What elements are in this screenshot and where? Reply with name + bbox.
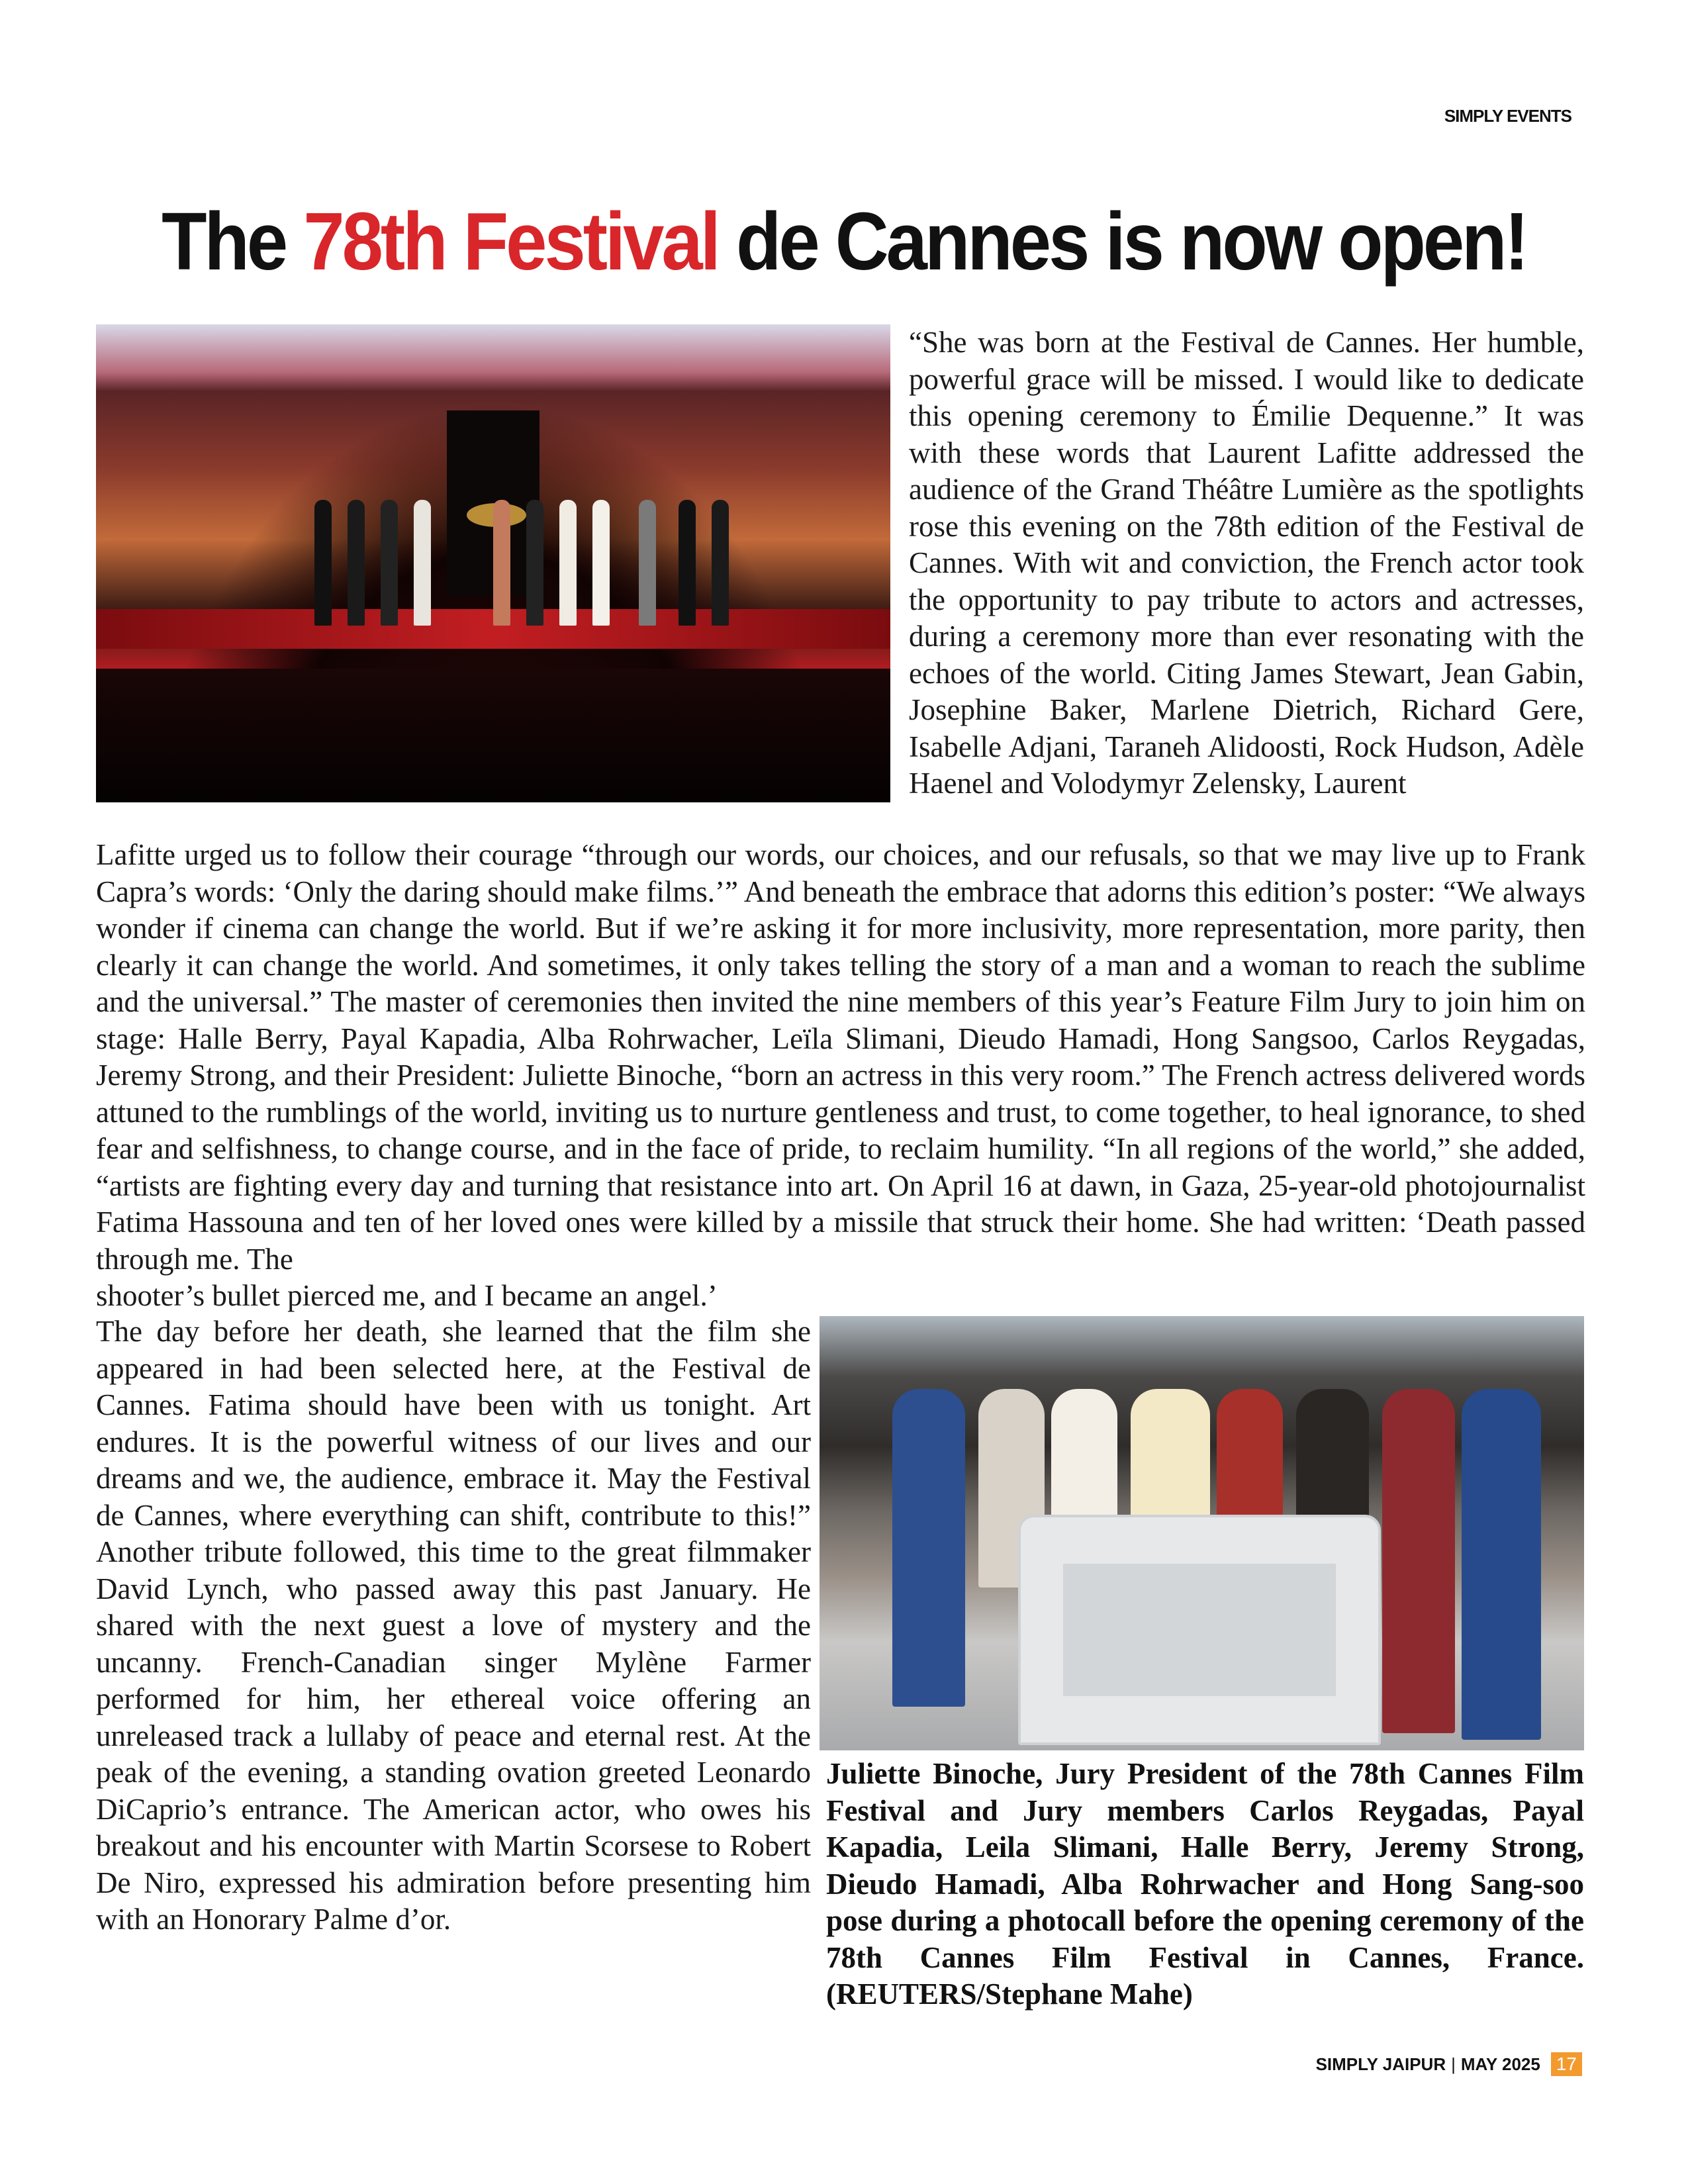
jury-member	[1462, 1389, 1541, 1740]
jury-member	[892, 1389, 965, 1707]
jury-figure	[712, 500, 729, 626]
opening-ceremony-photo	[96, 324, 890, 802]
article-paragraph: “She was born at the Festival de Cannes. Her humble, powerful grace will be missed. I would like to dedicate this opening ceremony to Émilie Dequenne.” It was with these words that Laurent Lafitte addressed the audience of the Grand Théâtre Lumière as the spotlights rose this evening on the 78th edition of the Festival de Cannes. With wit and conviction, the French actor took the opportunity to pay tribute to actors and actresses, during a ceremony more than ever resonating with the echoes of the world. Citing James Stewart, Jean Gabin, Josephine Baker, Marlene Dietrich, Richard Gere, Isabelle Adjani, Taraneh Alidoosti, Rock Hudson, Adèle Haenel and Volodymyr Zelensky, Laurent	[909, 326, 1584, 800]
section-label: SIMPLY EVENTS	[1444, 106, 1571, 126]
article-column-left	[96, 1313, 811, 1938]
article-full-width	[96, 837, 1585, 1315]
page-number: 17	[1551, 2052, 1582, 2076]
headline	[0, 195, 1688, 289]
jury-figure	[493, 500, 510, 626]
jury-figure	[559, 500, 577, 626]
audience	[96, 669, 890, 802]
jury-figure	[639, 500, 656, 626]
article-paragraph-tail: shooter’s bullet pierced me, and I became an angel.’	[96, 1279, 718, 1312]
jury-member	[1382, 1389, 1455, 1733]
photo-caption: Juliette Binoche, Jury President of the 78th Cannes Film Festival and Jury members Carlos Reygadas, Payal Kapadia, Leila Slimani, Halle Berry, Jeremy Strong, Dieudo Hamadi, Alba Rohrwacher and Hong Sang-soo pose during a photocall before the opening ceremony of the 78th Cannes Film Festival in Cannes, France.(REUTERS/Stephane Mahe)	[826, 1757, 1584, 2011]
page-footer	[1316, 2052, 1582, 2076]
article-column-right	[909, 324, 1584, 802]
jury-figure	[314, 500, 332, 626]
jury-figure	[348, 500, 365, 626]
article-paragraph: Lafitte urged us to follow their courage “through our words, our choices, and our refusals, so that we may live up to Frank Capra’s words: ‘Only the daring should make films.’” And beneath the embrace that adorns this edition’s poster: “We always wonder if cinema can change the world. But if we’re asking it for more inclusivity, more representation, more parity, then clearly it can change the world. And sometimes, it only takes telling the story of a man and a woman to reach the sublime and the universal.” The master of ceremonies then invited the nine members of this year’s Feature Film Jury to join him on stage: Halle Berry, Payal Kapadia, Alba Rohrwacher, Leïla Slimani, Dieudo Hamadi, Hong Sangsoo, Carlos Reygadas, Jeremy Strong, and their President: Juliette Binoche, “born an actress in this very room.” The French actress delivered words attuned to the rumblings of the world, inviting us to nurture gentleness and trust, to come together, to heal ignorance, to shed fear and selfishness, to change course, and in the face of pride, to reclaim humility. “In all regions of the world,” she added, “artists are fighting every day and turning that resistance into art. On April 16 at dawn, in Gaza, 25-year-old photojournalist Fatima Hassouna and ten of her loved ones were killed by a missile that struck their home. She had written: ‘Death passed through me. The	[96, 838, 1585, 1276]
jury-figure	[414, 500, 431, 626]
palme-leaf-icon	[1063, 1564, 1336, 1696]
issue-date: MAY 2025	[1460, 2054, 1540, 2074]
headline-accent: 78th Festival	[303, 195, 718, 287]
jury-figure	[526, 500, 543, 626]
jury-photocall-photo	[820, 1316, 1584, 1750]
palme-podium	[1018, 1515, 1381, 1745]
headline-part1: The	[162, 195, 304, 287]
headline-part2: de Cannes is now open!	[718, 195, 1526, 287]
article-paragraph: The day before her death, she learned that the film she appeared in had been selected here, at the Festival de Cannes. Fatima should have been with us tonight. Art endures. It is the powerful witness of our lives and our dreams and we, the audience, embrace it. May the Festival de Cannes, where everything can shift, contribute to this!” Another tribute followed, this time to the great filmmaker David Lynch, who passed away this past January. He shared with the next guest a love of mystery and the uncanny. French-Canadian singer Mylène Farmer performed for him, her ethereal voice offering an unreleased track a lullaby of peace and eternal rest. At the peak of the evening, a standing ovation greeted Leonardo DiCaprio’s entrance. The American actor, who owes his breakout and his encounter with Martin Scorsese to Robert De Niro, expressed his admiration before presenting him with an Honorary Palme d’or.	[96, 1315, 811, 1936]
jury-figure	[592, 500, 610, 626]
publication-name: SIMPLY JAIPUR	[1315, 2054, 1446, 2074]
jury-figure	[381, 500, 398, 626]
footer-separator: |	[1451, 2054, 1456, 2074]
jury-figure	[679, 500, 696, 626]
